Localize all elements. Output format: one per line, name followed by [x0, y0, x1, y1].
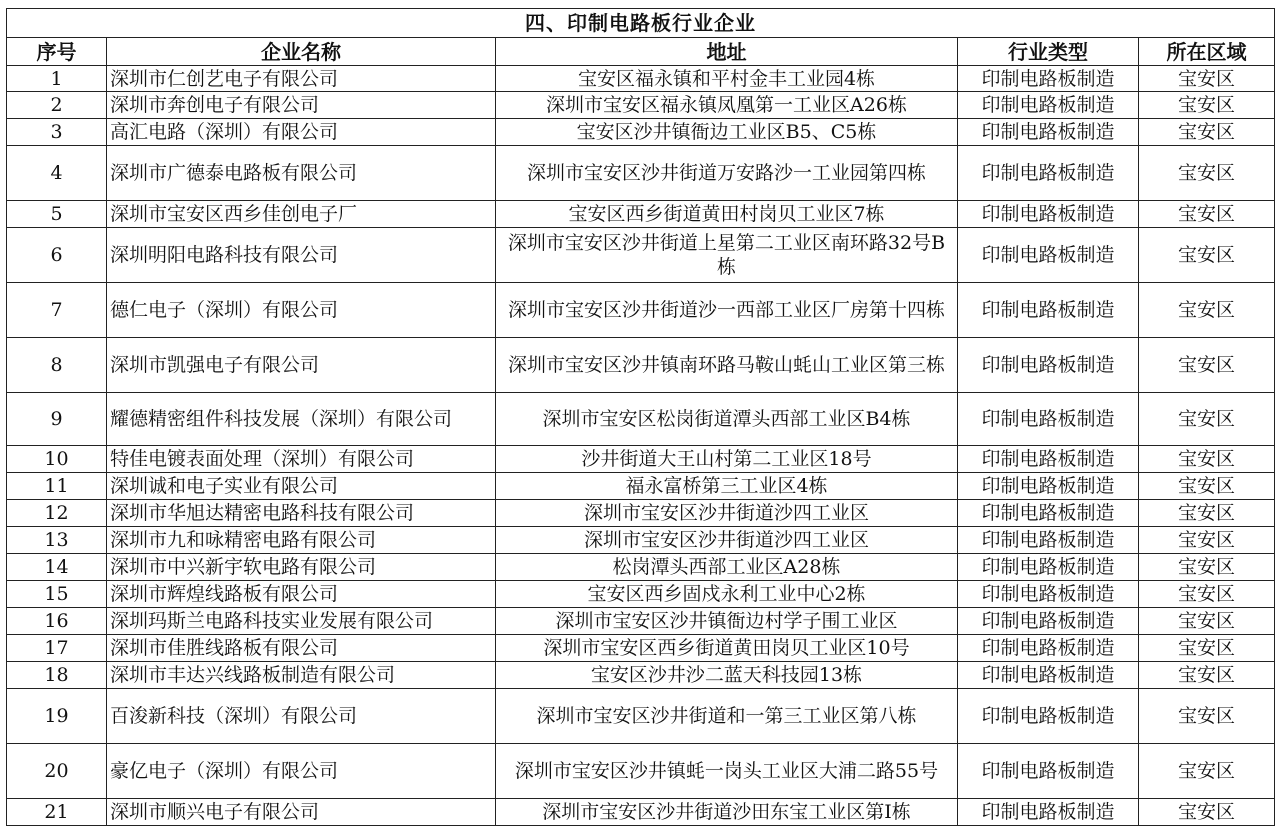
cell-no: 11 — [7, 473, 107, 500]
cell-address: 宝安区西乡固戍永利工业中心2栋 — [496, 581, 958, 608]
table-row — [7, 393, 1275, 446]
cell-company-name: 高汇电路（深圳）有限公司 — [107, 119, 496, 146]
header-area: 所在区域 — [1139, 38, 1275, 66]
cell-company-name: 深圳市奔创电子有限公司 — [107, 92, 496, 119]
cell-industry-type: 印制电路板制造 — [958, 689, 1139, 744]
table-row — [7, 608, 1275, 635]
cell-industry-type: 印制电路板制造 — [958, 500, 1139, 527]
cell-company-name: 深圳玛斯兰电路科技实业发展有限公司 — [107, 608, 496, 635]
cell-company-name: 深圳诚和电子实业有限公司 — [107, 473, 496, 500]
cell-district: 宝安区 — [1139, 393, 1275, 446]
cell-no: 17 — [7, 635, 107, 662]
cell-industry-type: 印制电路板制造 — [958, 635, 1139, 662]
cell-no: 3 — [7, 119, 107, 146]
table-row — [7, 500, 1275, 527]
cell-company-name: 深圳市佳胜线路板有限公司 — [107, 635, 496, 662]
cell-district: 宝安区 — [1139, 799, 1275, 826]
cell-industry-type: 印制电路板制造 — [958, 66, 1139, 92]
cell-no: 18 — [7, 662, 107, 689]
cell-no: 14 — [7, 554, 107, 581]
cell-company-name: 深圳明阳电路科技有限公司 — [107, 228, 496, 283]
cell-district: 宝安区 — [1139, 581, 1275, 608]
cell-district: 宝安区 — [1139, 446, 1275, 473]
cell-address: 福永富桥第三工业区4栋 — [496, 473, 958, 500]
cell-district: 宝安区 — [1139, 689, 1275, 744]
cell-industry-type: 印制电路板制造 — [958, 744, 1139, 799]
table-row — [7, 662, 1275, 689]
cell-no: 16 — [7, 608, 107, 635]
cell-industry-type: 印制电路板制造 — [958, 446, 1139, 473]
header-row — [7, 38, 1275, 66]
cell-company-name: 特佳电镀表面处理（深圳）有限公司 — [107, 446, 496, 473]
cell-no: 4 — [7, 146, 107, 201]
cell-company-name: 深圳市仁创艺电子有限公司 — [107, 66, 496, 92]
table-row — [7, 581, 1275, 608]
enterprise-table — [6, 8, 1275, 826]
cell-no: 5 — [7, 201, 107, 228]
cell-no: 15 — [7, 581, 107, 608]
cell-no: 21 — [7, 799, 107, 826]
cell-address: 深圳市宝安区沙井街道沙一西部工业区厂房第十四栋 — [496, 283, 958, 338]
cell-company-name: 深圳市凯强电子有限公司 — [107, 338, 496, 393]
table-row — [7, 283, 1275, 338]
cell-district: 宝安区 — [1139, 92, 1275, 119]
table-row — [7, 201, 1275, 228]
cell-address: 深圳市宝安区福永镇凤凰第一工业区A26栋 — [496, 92, 958, 119]
cell-address: 深圳市宝安区沙井街道沙四工业区 — [496, 527, 958, 554]
cell-industry-type: 印制电路板制造 — [958, 554, 1139, 581]
cell-district: 宝安区 — [1139, 527, 1275, 554]
cell-address: 松岗潭头西部工业区A28栋 — [496, 554, 958, 581]
cell-no: 1 — [7, 66, 107, 92]
cell-district: 宝安区 — [1139, 146, 1275, 201]
cell-address: 深圳市宝安区沙井街道和一第三工业区第八栋 — [496, 689, 958, 744]
table-row — [7, 689, 1275, 744]
cell-company-name: 德仁电子（深圳）有限公司 — [107, 283, 496, 338]
table-row — [7, 527, 1275, 554]
table-row — [7, 146, 1275, 201]
cell-industry-type: 印制电路板制造 — [958, 201, 1139, 228]
cell-company-name: 深圳市九和咏精密电路有限公司 — [107, 527, 496, 554]
table-title: 四、印制电路板行业企业 — [7, 9, 1275, 38]
cell-district: 宝安区 — [1139, 338, 1275, 393]
cell-no: 6 — [7, 228, 107, 283]
cell-district: 宝安区 — [1139, 201, 1275, 228]
cell-no: 19 — [7, 689, 107, 744]
table-body — [7, 66, 1275, 826]
cell-no: 9 — [7, 393, 107, 446]
cell-no: 7 — [7, 283, 107, 338]
cell-no: 8 — [7, 338, 107, 393]
cell-address: 宝安区沙井镇衙边工业区B5、C5栋 — [496, 119, 958, 146]
cell-no: 10 — [7, 446, 107, 473]
cell-industry-type: 印制电路板制造 — [958, 608, 1139, 635]
cell-no: 2 — [7, 92, 107, 119]
table-row — [7, 473, 1275, 500]
cell-company-name: 深圳市中兴新宇软电路有限公司 — [107, 554, 496, 581]
table-row — [7, 744, 1275, 799]
cell-address: 深圳市宝安区沙井镇蚝一岗头工业区大浦二路55号 — [496, 744, 958, 799]
cell-address: 深圳市宝安区沙井街道万安路沙一工业园第四栋 — [496, 146, 958, 201]
cell-industry-type: 印制电路板制造 — [958, 338, 1139, 393]
cell-industry-type: 印制电路板制造 — [958, 581, 1139, 608]
cell-address: 深圳市宝安区西乡街道黄田岗贝工业区10号 — [496, 635, 958, 662]
cell-address: 沙井街道大王山村第二工业区18号 — [496, 446, 958, 473]
cell-company-name: 深圳市丰达兴线路板制造有限公司 — [107, 662, 496, 689]
cell-industry-type: 印制电路板制造 — [958, 283, 1139, 338]
cell-district: 宝安区 — [1139, 66, 1275, 92]
cell-company-name: 深圳市华旭达精密电路科技有限公司 — [107, 500, 496, 527]
cell-no: 13 — [7, 527, 107, 554]
cell-no: 12 — [7, 500, 107, 527]
cell-industry-type: 印制电路板制造 — [958, 228, 1139, 283]
cell-address: 深圳市宝安区沙井镇南环路马鞍山蚝山工业区第三栋 — [496, 338, 958, 393]
header-address: 地址 — [496, 38, 958, 66]
cell-company-name: 深圳市广德泰电路板有限公司 — [107, 146, 496, 201]
cell-no: 20 — [7, 744, 107, 799]
cell-district: 宝安区 — [1139, 662, 1275, 689]
cell-district: 宝安区 — [1139, 608, 1275, 635]
cell-industry-type: 印制电路板制造 — [958, 473, 1139, 500]
cell-industry-type: 印制电路板制造 — [958, 92, 1139, 119]
cell-address: 深圳市宝安区沙井街道沙田东宝工业区第I栋 — [496, 799, 958, 826]
cell-address: 宝安区沙井沙二蓝天科技园13栋 — [496, 662, 958, 689]
cell-district: 宝安区 — [1139, 283, 1275, 338]
table-row — [7, 338, 1275, 393]
cell-address: 深圳市宝安区沙井街道沙四工业区 — [496, 500, 958, 527]
spreadsheet-sheet — [6, 8, 1274, 826]
cell-company-name: 耀德精密组件科技发展（深圳）有限公司 — [107, 393, 496, 446]
table-row — [7, 554, 1275, 581]
cell-address: 深圳市宝安区沙井镇衙边村学子围工业区 — [496, 608, 958, 635]
table-row — [7, 92, 1275, 119]
cell-address: 宝安区福永镇和平村金丰工业园4栋 — [496, 66, 958, 92]
cell-industry-type: 印制电路板制造 — [958, 393, 1139, 446]
table-row — [7, 635, 1275, 662]
cell-company-name: 深圳市顺兴电子有限公司 — [107, 799, 496, 826]
cell-district: 宝安区 — [1139, 554, 1275, 581]
header-no: 序号 — [7, 38, 107, 66]
cell-company-name: 深圳市宝安区西乡佳创电子厂 — [107, 201, 496, 228]
table-title-row — [7, 9, 1275, 38]
cell-industry-type: 印制电路板制造 — [958, 119, 1139, 146]
cell-address: 宝安区西乡街道黄田村岗贝工业区7栋 — [496, 201, 958, 228]
table-row — [7, 799, 1275, 826]
cell-industry-type: 印制电路板制造 — [958, 662, 1139, 689]
table-row — [7, 446, 1275, 473]
cell-address: 深圳市宝安区沙井街道上星第二工业区南环路32号B栋 — [496, 228, 958, 283]
cell-industry-type: 印制电路板制造 — [958, 146, 1139, 201]
cell-district: 宝安区 — [1139, 500, 1275, 527]
table-row — [7, 119, 1275, 146]
cell-district: 宝安区 — [1139, 473, 1275, 500]
cell-company-name: 深圳市辉煌线路板有限公司 — [107, 581, 496, 608]
cell-district: 宝安区 — [1139, 228, 1275, 283]
cell-industry-type: 印制电路板制造 — [958, 799, 1139, 826]
cell-district: 宝安区 — [1139, 744, 1275, 799]
cell-district: 宝安区 — [1139, 635, 1275, 662]
header-name: 企业名称 — [107, 38, 496, 66]
header-type: 行业类型 — [958, 38, 1139, 66]
cell-company-name: 百浚新科技（深圳）有限公司 — [107, 689, 496, 744]
cell-industry-type: 印制电路板制造 — [958, 527, 1139, 554]
cell-district: 宝安区 — [1139, 119, 1275, 146]
table-row — [7, 228, 1275, 283]
cell-company-name: 豪亿电子（深圳）有限公司 — [107, 744, 496, 799]
table-row — [7, 66, 1275, 92]
cell-address: 深圳市宝安区松岗街道潭头西部工业区B4栋 — [496, 393, 958, 446]
